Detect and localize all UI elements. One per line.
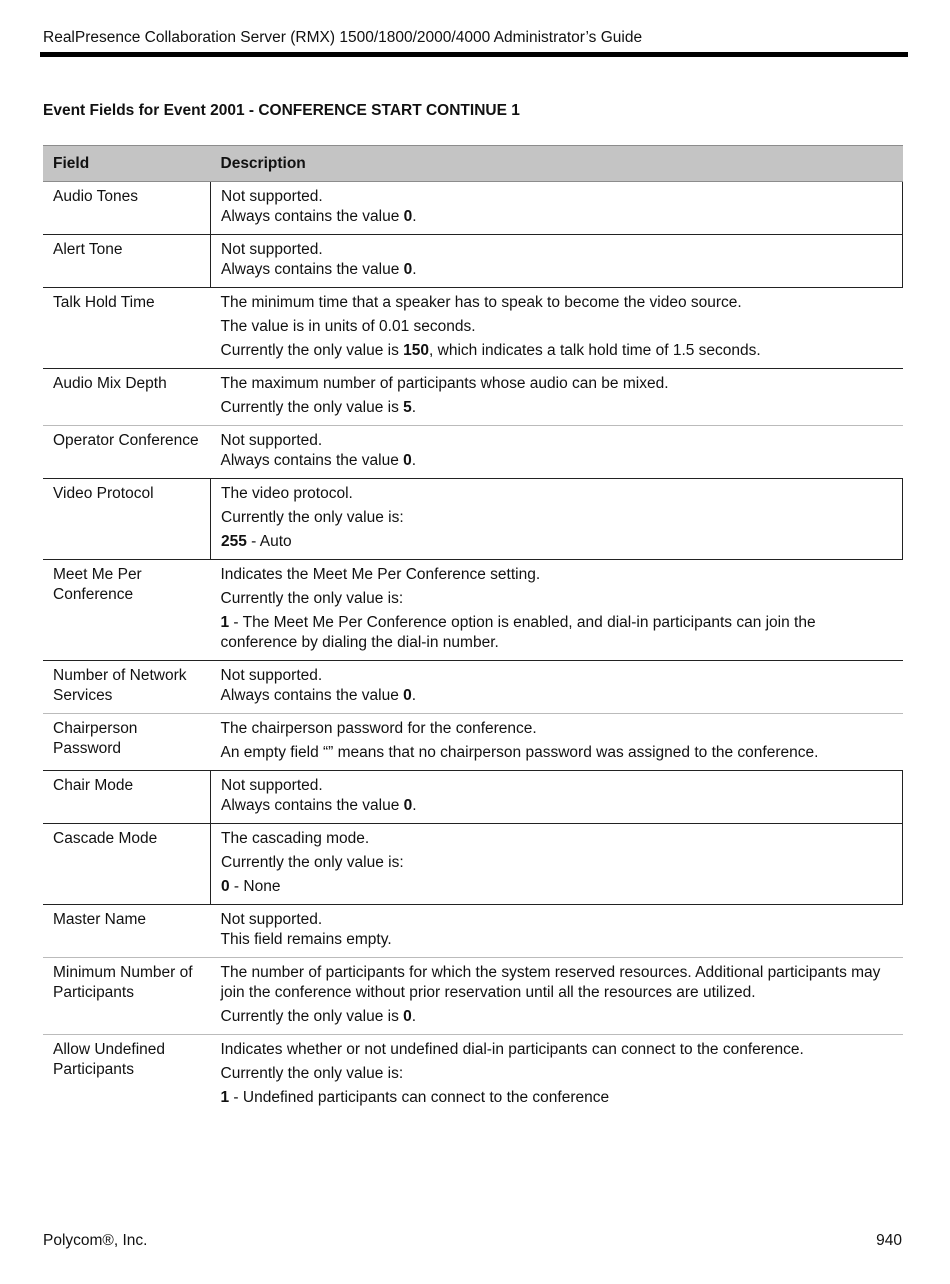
description-line: Not supported. <box>221 777 323 794</box>
field-name: Audio Mix Depth <box>43 369 211 426</box>
description-line: 255 - Auto <box>221 533 292 550</box>
description-line: Always contains the value 0. <box>221 797 417 814</box>
table-row <box>43 958 903 1035</box>
table-row <box>43 235 903 288</box>
field-description <box>211 824 903 905</box>
description-line: Indicates the Meet Me Per Conference setting. <box>220 566 541 583</box>
table-header-row <box>43 146 903 182</box>
field-name: Video Protocol <box>43 479 211 560</box>
field-description <box>211 288 903 369</box>
field-name: Master Name <box>43 905 211 958</box>
table-row <box>43 714 903 771</box>
description-line: Not supported. <box>221 188 323 205</box>
table-row <box>43 1035 903 1116</box>
field-description <box>211 905 903 958</box>
table-row <box>43 560 903 661</box>
description-line: The maximum number of participants whose audio can be mixed. <box>220 375 669 392</box>
description-line: Currently the only value is 5. <box>220 399 417 416</box>
table-row <box>43 426 903 479</box>
field-name: Alert Tone <box>43 235 211 288</box>
description-line: 1 - Undefined participants can connect to the conference <box>220 1089 610 1106</box>
description-line: Currently the only value is 150, which indicates a talk hold time of 1.5 seconds. <box>220 342 761 359</box>
field-description <box>211 235 903 288</box>
field-description <box>211 182 903 235</box>
section-title: Event Fields for Event 2001 - CONFERENCE START CONTINUE 1 <box>43 102 520 119</box>
description-line: Currently the only value is: <box>221 854 404 871</box>
field-name: Minimum Number of Participants <box>43 958 211 1035</box>
table-row <box>43 182 903 235</box>
field-name: Chairperson Password <box>43 714 211 771</box>
description-line: Not supported. <box>220 667 323 684</box>
footer-company: Polycom®, Inc. <box>43 1232 148 1249</box>
description-line: Currently the only value is: <box>220 1065 404 1082</box>
table-row <box>43 771 903 824</box>
document-header-title: RealPresence Collaboration Server (RMX) 1500/1800/2000/4000 Administrator’s Guide <box>43 29 643 46</box>
description-line: The number of participants for which the system reserved resources. Additional participants may join the conference without prior reservation until all the resources are utilized. <box>220 964 881 1001</box>
table-row <box>43 824 903 905</box>
description-line: Not supported. <box>220 911 323 928</box>
description-line: Always contains the value 0. <box>220 452 417 469</box>
description-line: The chairperson password for the conference. <box>220 720 537 737</box>
field-description <box>211 958 903 1035</box>
field-name: Number of Network Services <box>43 661 211 714</box>
event-fields-table <box>43 145 903 1115</box>
field-name: Operator Conference <box>43 426 211 479</box>
field-name: Chair Mode <box>43 771 211 824</box>
table-row <box>43 288 903 369</box>
description-line: Not supported. <box>220 432 323 449</box>
field-name: Cascade Mode <box>43 824 211 905</box>
field-description <box>211 661 903 714</box>
description-line: Not supported. <box>221 241 323 258</box>
column-header-field: Field <box>43 146 211 182</box>
description-line: The minimum time that a speaker has to speak to become the video source. <box>220 294 742 311</box>
header-divider <box>40 52 908 57</box>
description-line: 1 - The Meet Me Per Conference option is enabled, and dial-in participants can join the conference by dialing the dial-in number. <box>220 614 816 651</box>
page-number: 940 <box>876 1232 902 1249</box>
field-description <box>211 479 903 560</box>
description-line: Currently the only value is: <box>221 509 404 526</box>
description-line: Currently the only value is: <box>220 590 404 607</box>
table-row <box>43 905 903 958</box>
table-row <box>43 479 903 560</box>
description-line: The value is in units of 0.01 seconds. <box>220 318 476 335</box>
description-line: Always contains the value 0. <box>221 261 417 278</box>
field-name: Talk Hold Time <box>43 288 211 369</box>
field-description <box>211 560 903 661</box>
description-line: This field remains empty. <box>220 931 392 948</box>
description-line: The cascading mode. <box>221 830 370 847</box>
description-line: The video protocol. <box>221 485 353 502</box>
field-description <box>211 714 903 771</box>
field-description <box>211 771 903 824</box>
field-name: Allow Undefined Participants <box>43 1035 211 1116</box>
field-name: Audio Tones <box>43 182 211 235</box>
column-header-description: Description <box>211 146 903 182</box>
description-line: Indicates whether or not undefined dial-in participants can connect to the conference. <box>220 1041 804 1058</box>
description-line: Always contains the value 0. <box>221 208 417 225</box>
description-line: 0 - None <box>221 878 281 895</box>
field-name: Meet Me Per Conference <box>43 560 211 661</box>
field-description <box>211 369 903 426</box>
description-line: An empty field “” means that no chairperson password was assigned to the conference. <box>220 744 819 761</box>
description-line: Currently the only value is 0. <box>220 1008 417 1025</box>
field-description <box>211 1035 903 1116</box>
field-description <box>211 426 903 479</box>
description-line: Always contains the value 0. <box>220 687 417 704</box>
table-row <box>43 369 903 426</box>
table-row <box>43 661 903 714</box>
